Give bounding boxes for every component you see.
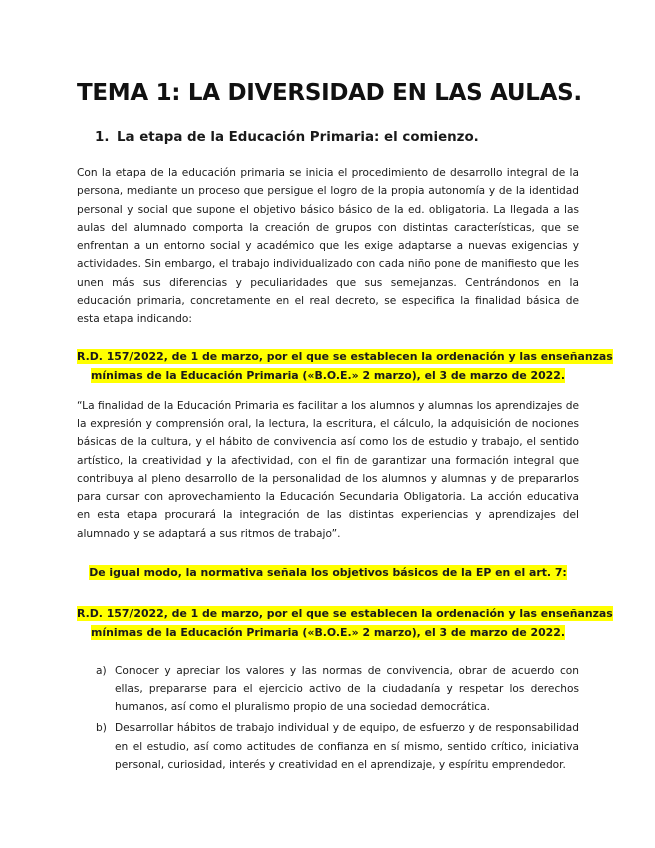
objectives-list bbox=[77, 662, 579, 775]
objectives-intro: De igual modo, la normativa señala los objetivos básicos de la EP en el art. 7: bbox=[89, 566, 567, 580]
citation-2-line-1: R.D. 157/2022, de 1 de marzo, por el que se establecen la ordenación y las enseñanzas bbox=[77, 606, 613, 620]
list-item bbox=[77, 719, 579, 774]
intro-paragraph: Con la etapa de la educación primaria se inicia el procedimiento de desarrollo integral de la persona, mediante un proceso que persigue el logro de la propia autonomía y de la identidad personal y social que supone el objetivo básico básico de la ed. obligatoria. La llegada a las aulas del alumnado comporta la creación de grupos con distintas características, que se enfrentan a un entorno social y académico que les exige adaptarse a nuevas exigencias y actividades. Sin embargo, el trabajo individualizado con cada niño pone de manifiesto que les unen más sus diferencias y peculiaridades que sus semejanzas. Centrándonos en la educación primaria, concretamente en el real decreto, se especifica la finalidad básica de esta etapa indicando: bbox=[77, 167, 579, 326]
section-number: 1. bbox=[95, 130, 110, 145]
section-title: La etapa de la Educación Primaria: el comienzo. bbox=[117, 130, 479, 145]
citation-1-line-1: R.D. 157/2022, de 1 de marzo, por el que se establecen la ordenación y las enseñanzas bbox=[77, 349, 613, 363]
list-item-text: Desarrollar hábitos de trabajo individual y de equipo, de esfuerzo y de responsabilidad en el estudio, así como actitudes de confianza en sí mismo, sentido crítico, iniciativa personal, curiosidad, interés y creatividad en el aprendizaje, y espíritu emprendedor. bbox=[115, 722, 579, 772]
section-heading bbox=[95, 128, 579, 148]
list-marker: b) bbox=[96, 722, 107, 735]
page-title: TEMA 1: LA DIVERSIDAD EN LAS AULAS. bbox=[77, 80, 582, 106]
citation-block-1 bbox=[77, 347, 613, 386]
quote-paragraph: “La finalidad de la Educación Primaria es facilitar a los alumnos y alumnas los aprendizajes de la expresión y comprensión oral, la lectura, la escritura, el cálculo, la adquisición de nociones básicas de la cultura, y el hábito de convivencia así como los de estudio y trabajo, el sentido artístico, la creatividad y la afectividad, con el fin de garantizar una formación integral que contribuya al pleno desarrollo de la personalidad de los alumnos y alumnas y de prepararlos para cursar con aprovechamiento la Educación Secundaria Obligatoria. La acción educativa en esta etapa procurará la integración de las distintas experiencias y aprendizajes del alumnado y se adaptará a sus ritmos de trabajo”. bbox=[77, 399, 579, 540]
citation-block-2 bbox=[77, 604, 613, 643]
list-item-text: Conocer y apreciar los valores y las normas de convivencia, obrar de acuerdo con ellas, prepararse para el ejercicio activo de la ciudadanía y respetar los derechos humanos, así como el pluralismo propio de una sociedad democrática. bbox=[115, 664, 579, 714]
citation-1-line-2: mínimas de la Educación Primaria («B.O.E.» 2 marzo), el 3 de marzo de 2022. bbox=[91, 369, 565, 383]
list-item bbox=[77, 662, 579, 717]
objectives-intro-block bbox=[77, 563, 579, 583]
list-marker: a) bbox=[96, 664, 107, 677]
citation-2-line-2: mínimas de la Educación Primaria («B.O.E.» 2 marzo), el 3 de marzo de 2022. bbox=[91, 626, 565, 640]
